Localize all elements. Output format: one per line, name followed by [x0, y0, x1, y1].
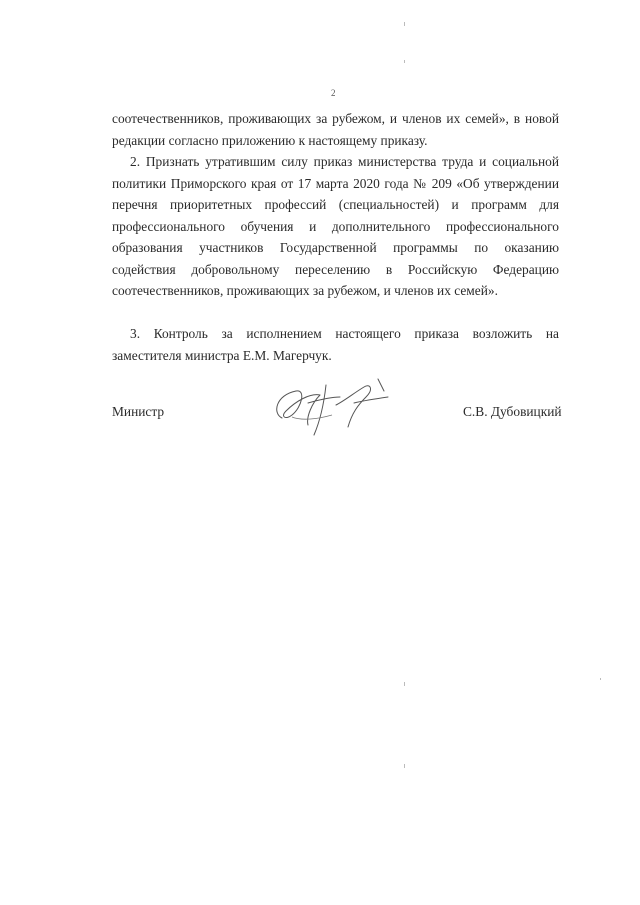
position-title: Министр: [112, 404, 165, 419]
paragraph-continuation: [112, 108, 559, 151]
signatory-name: С.В. Дубовицкий: [463, 404, 562, 419]
page-number: 2: [331, 88, 336, 98]
paragraph-text: 3. Контроль за исполнением настоящего приказа возложить на заместителя министра Е.М. Магерчук.: [112, 326, 559, 363]
paragraph-item-3: [112, 323, 559, 366]
scan-artifact: [404, 22, 405, 26]
paragraph-text: соотечественников, проживающих за рубежом, и членов их семей», в новой редакции согласно приложению к настоящему приказу.: [112, 111, 559, 148]
paragraph-item-2: [112, 151, 559, 302]
handwritten-signature: [262, 373, 402, 441]
scan-artifact: [404, 60, 405, 63]
scan-artifact: [404, 682, 405, 686]
paragraph-text: 2. Признать утратившим силу приказ министерства труда и социальной политики Приморского края от 17 марта 2020 года № 209 «Об утверждении перечня приоритетных профессий (специальностей) и программ для профессионального обучения и дополнительного профессионального образования участников Государственной программы по оказанию содействия добровольному переселению в Российскую Федерацию соотечественников, проживающих за рубежом, и членов их семей».: [112, 154, 559, 298]
scan-artifact: [404, 764, 405, 768]
scan-artifact: [600, 678, 601, 680]
